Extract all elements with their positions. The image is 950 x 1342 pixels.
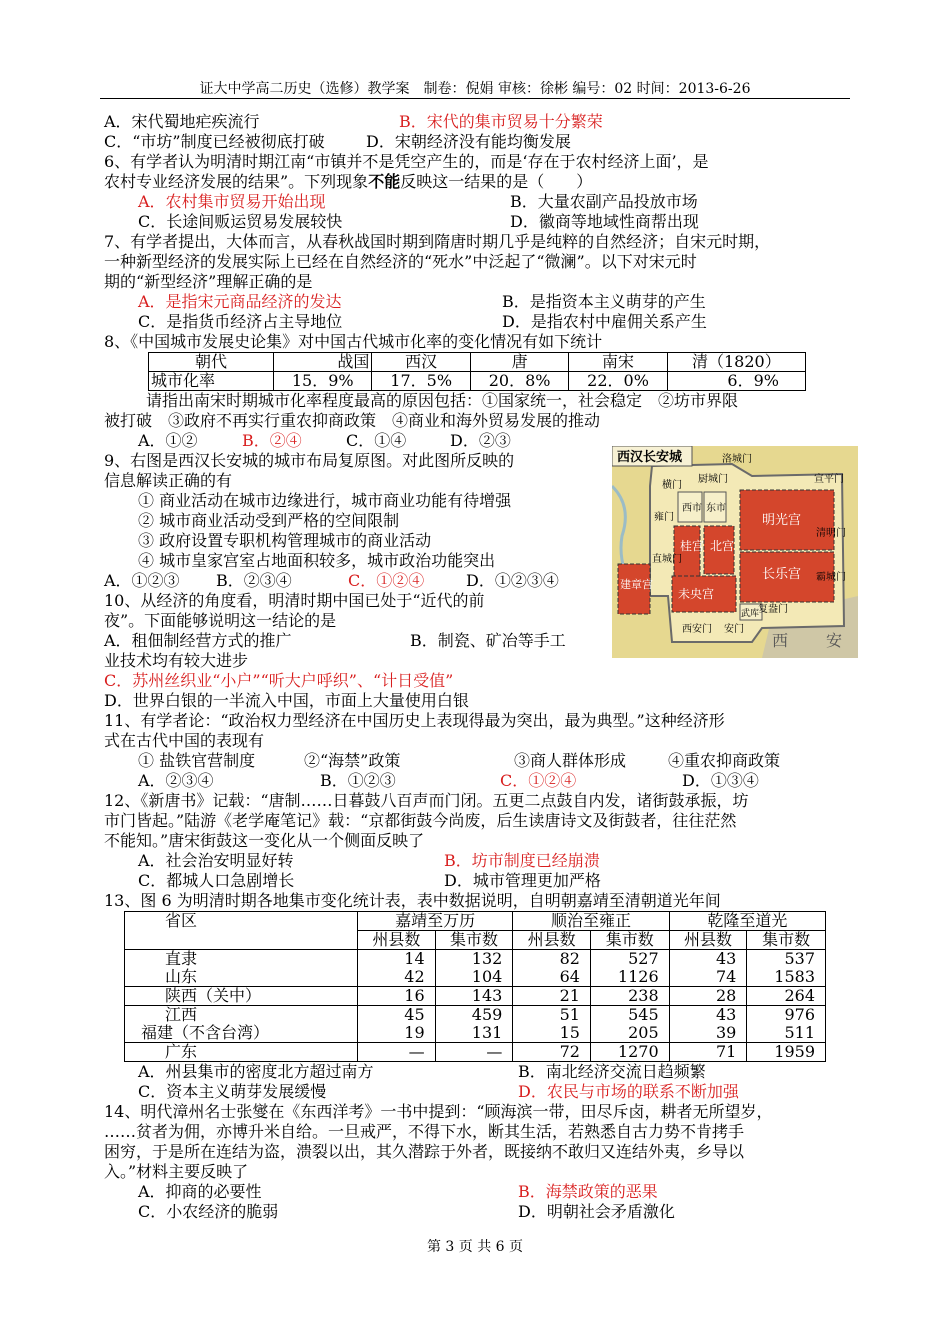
q6-stem-text: 农村专业经济发展的结果”。下列现象 — [104, 172, 369, 191]
changan-city-map — [612, 446, 858, 658]
q6-option-d: D．徽商等地域性商帮出现 — [510, 212, 699, 231]
q8-option-a: A．①② — [138, 431, 198, 450]
table-cell: 15．9% — [274, 372, 372, 391]
table-header-cell: 南宋 — [569, 353, 667, 372]
table-cell: 72 — [513, 1043, 591, 1062]
table-cell: 74 — [669, 968, 747, 987]
q9-option-d: D．①②③④ — [466, 571, 559, 590]
table-cell: 537 — [747, 950, 826, 969]
table-cell: 42 — [358, 968, 436, 987]
q14-stem-line4: 入。”材料主要反映了 — [104, 1162, 249, 1181]
label-heng-gate: 横门 — [662, 480, 682, 491]
label-xi: 西 — [772, 631, 789, 650]
label-east-market: 东市 — [706, 503, 726, 514]
label-yong-gate: 雍门 — [654, 512, 674, 523]
table-cell: 21 — [513, 987, 591, 1006]
table-cell: 6．9% — [667, 372, 805, 391]
q11-stem-line2: 式在古代中国的表现有 — [104, 731, 265, 750]
q8-stem-line2: 请指出南宋时期城市化率程度最高的原因包括：①国家统一，社会稳定 ②坊市界限 — [146, 391, 739, 410]
urbanization-value-row — [149, 372, 806, 391]
q14-stem-line1: 14、明代漳州名士张燮在《东西洋考》一书中提到：“顾海滨一带，田尽斥卤，耕者无所望岁， — [104, 1102, 773, 1121]
label-fuang-gate: 复盎门 — [758, 604, 788, 615]
table-cell: 陕西（关中） — [125, 987, 358, 1006]
q14-options-row2 — [104, 1202, 844, 1222]
table-header-cell: 唐 — [470, 353, 568, 372]
table-cell: 1126 — [590, 968, 669, 987]
table-row — [125, 968, 826, 987]
q9-stem-line2: 信息解读正确的有 — [104, 471, 233, 490]
table-cell: 14 — [358, 950, 436, 969]
q10-option-c: C．苏州丝织业“小户”“听大户呼织”、“计日受值” — [104, 671, 454, 690]
q10-option-b: B．制瓷、矿冶等手工 — [410, 631, 566, 650]
q9-statement-2: ② 城市商业活动受到严格的空间限制 — [138, 511, 400, 530]
table-cell: 1583 — [747, 968, 826, 987]
table-cell: 39 — [669, 1024, 747, 1043]
q12-stem-line1: 12、《新唐书》记载：“唐制……日暮鼓八百声而门闭。五更二点鼓自内发，诸街鼓承振，坊 — [104, 791, 749, 810]
table-header-cell: 战国 — [274, 353, 372, 372]
table-cell: 江西 — [125, 1006, 358, 1025]
label-xian-gate: 西安门 — [682, 624, 712, 635]
table-cell: — — [435, 1043, 513, 1062]
page-footer: 第 3 页 共 6 页 — [426, 1239, 524, 1255]
table-row — [125, 1043, 826, 1062]
q11-statement-3: ③商人群体形成 — [514, 751, 627, 770]
q11-option-c: C．①②④ — [500, 771, 577, 790]
q6-option-b: B．大量农副产品投放市场 — [510, 192, 698, 211]
q13-options-row2 — [104, 1082, 844, 1102]
table-cell: 山东 — [125, 968, 358, 987]
label-qingming-gate: 清明门 — [816, 528, 846, 539]
q9-statement-1: ① 商业活动在城市边缘进行，城市商业功能有待增强 — [138, 491, 512, 510]
table-header-cell: 乾隆至道光 — [669, 912, 825, 931]
page-content — [104, 112, 844, 1222]
table-cell: 15 — [513, 1024, 591, 1043]
label-west-market: 西市 — [682, 503, 702, 514]
label-bacheng-gate: 霸城门 — [816, 572, 846, 583]
q7-options-row1 — [104, 292, 844, 312]
q14-option-a: A．抑商的必要性 — [138, 1182, 262, 1201]
q14-stem-line3: 困穷，于是所在连结为盗，溃裂以出，其久潜踪于外者，既接纳不敢归又连结外夷，乡导以 — [104, 1142, 745, 1161]
table-header-cell: 集市数 — [747, 931, 826, 950]
q11-statement-2: ②“海禁”政策 — [304, 751, 401, 770]
q5-options-row2 — [104, 132, 844, 152]
label-north-palace: 北宫 — [710, 539, 735, 553]
table-cell: 459 — [435, 1006, 513, 1025]
table-header-cell: 集市数 — [590, 931, 669, 950]
table-cell: 直隶 — [125, 950, 358, 969]
q8-option-d: D．②③ — [450, 431, 511, 450]
q12-option-c: C．都城人口急剧增长 — [138, 871, 295, 890]
q8-option-b: B．②④ — [242, 431, 302, 450]
label-zhicheng-gate: 直城门 — [652, 554, 682, 565]
table-header-cell: 朝代 — [149, 353, 274, 372]
q10-option-b-cont: 业技术均有较大进步 — [104, 651, 249, 670]
q12-stem-line2: 市门皆起。”陆游《老学庵笔记》载：“京都街鼓今尚废，后生读唐诗文及街鼓者，往往茫然 — [104, 811, 737, 830]
q11-statement-1: ① 盐铁官营制度 — [138, 751, 256, 770]
table-row — [125, 1024, 826, 1043]
table-cell: 143 — [435, 987, 513, 1006]
table-cell: 71 — [669, 1043, 747, 1062]
label-chucheng-gate: 厨城门 — [698, 474, 728, 485]
table-header-cell: 集市数 — [435, 931, 513, 950]
q12-option-b: B．坊市制度已经崩溃 — [444, 851, 600, 870]
q6-options-row1 — [104, 192, 844, 212]
table-cell: 976 — [747, 1006, 826, 1025]
label-gui-palace: 桂宫 — [680, 539, 705, 553]
label-jianzhang-palace: 建章宫 — [620, 578, 653, 591]
q9-option-a: A．①②③ — [104, 571, 180, 590]
table-cell: 82 — [513, 950, 591, 969]
table-cell: 545 — [590, 1006, 669, 1025]
table-cell: 104 — [435, 968, 513, 987]
urbanization-header-row — [149, 353, 806, 372]
q7-option-b: B．是指资本主义萌芽的产生 — [502, 292, 706, 311]
header-divider — [100, 98, 850, 99]
q7-stem-line3: 期的“新型经济”理解正确的是 — [104, 272, 313, 291]
table-cell: 20．8% — [470, 372, 568, 391]
table-cell: 28 — [669, 987, 747, 1006]
q14-option-b: B．海禁政策的恶果 — [518, 1182, 658, 1201]
q12-option-a: A．社会治安明显好转 — [138, 851, 294, 870]
q9-statement-3: ③ 政府设置专职机构管理城市的商业活动 — [138, 531, 432, 550]
q5-option-a: A．宋代蜀地疟疾流行 — [104, 112, 260, 131]
table-cell: 福建（不含台湾） — [125, 1024, 358, 1043]
q11-option-b: B．①②③ — [320, 771, 396, 790]
q6-stem-line2 — [104, 172, 844, 192]
q14-option-d: D．明朝社会矛盾激化 — [518, 1202, 675, 1221]
table-row — [125, 950, 826, 969]
q13-option-b: B．南北经济交流日趋频繁 — [518, 1062, 706, 1081]
q10-option-d: D．世界白银的一半流入中国，市面上大量使用白银 — [104, 691, 469, 710]
q11-statement-4: ④重农抑商政策 — [668, 751, 781, 770]
q5-options-row1 — [104, 112, 844, 132]
table-header-cell: 嘉靖至万历 — [358, 912, 513, 931]
table-cell: 16 — [358, 987, 436, 1006]
q6-stem-tail: 反映这一结果的是（ ） — [400, 172, 593, 191]
q7-stem-line1: 7、有学者提出，大体而言，从春秋战国时期到隋唐时期几乎是纯粹的自然经济；自宋元时期， — [104, 232, 771, 251]
q14-option-c: C．小农经济的脆弱 — [138, 1202, 279, 1221]
q5-option-c: C．“市坊”制度已经被彻底打破 — [104, 132, 325, 151]
q7-option-c: C．是指货币经济占主导地位 — [138, 312, 343, 331]
table-header-cell: 顺治至雍正 — [513, 912, 669, 931]
q6-option-a: A．农村集市贸易开始出现 — [138, 192, 326, 211]
q5-option-d: D．宋朝经济没有能均衡发展 — [366, 132, 571, 151]
table-cell: 城市化率 — [149, 372, 274, 391]
table-cell: — — [358, 1043, 436, 1062]
label-arsenal: 武库 — [741, 609, 760, 619]
market-header-row — [125, 912, 826, 931]
q7-option-d: D．是指农村中雇佣关系产生 — [502, 312, 707, 331]
table-header-cell: 清（1820） — [667, 353, 805, 372]
q13-option-d: D．农民与市场的联系不断加强 — [518, 1082, 739, 1101]
label-an-gate: 安门 — [724, 624, 744, 635]
q6-option-c: C．长途间贩运贸易发展较快 — [138, 212, 343, 231]
table-cell: 1270 — [590, 1043, 669, 1062]
q8-option-c: C．①④ — [346, 431, 407, 450]
q11-option-a: A．②③④ — [138, 771, 214, 790]
q7-option-a: A．是指宋元商品经济的发达 — [138, 292, 342, 311]
table-cell: 264 — [747, 987, 826, 1006]
q6-emphasis: 不能 — [368, 172, 401, 191]
table-cell: 131 — [435, 1024, 513, 1043]
q7-stem-line2: 一种新型经济的发展实际上已经在自然经济的“死水”中泛起了“微澜”。以下对宋元时 — [104, 252, 697, 271]
q11-option-d: D．①③④ — [682, 771, 759, 790]
table-cell: 45 — [358, 1006, 436, 1025]
urbanization-table — [148, 352, 806, 391]
q13-option-a: A．州县集市的密度北方超过南方 — [138, 1062, 374, 1081]
market-table — [124, 911, 826, 1062]
q13-option-c: C．资本主义萌芽发展缓慢 — [138, 1082, 327, 1101]
q14-options-row1 — [104, 1182, 844, 1202]
label-luocheng-gate: 洛城门 — [722, 454, 752, 465]
q10-stem-line2: 夜”。下面能够说明这一结论的是 — [104, 611, 337, 630]
table-header-cell: 西汉 — [372, 353, 470, 372]
label-changle-palace: 长乐宫 — [762, 567, 802, 582]
table-cell: 17．5% — [372, 372, 470, 391]
q12-options-row2 — [104, 871, 844, 891]
q11-options — [104, 771, 844, 791]
q9-stem-line1: 9、右图是西汉长安城的城市布局复原图。对此图所反映的 — [104, 451, 515, 470]
q9-option-c: C．①②④ — [348, 571, 425, 590]
label-weiyang-palace: 未央宫 — [678, 587, 715, 601]
q8-stem-line3: 被打破 ③政府不再实行重农抑商政策 ④商业和海外贸易发展的推动 — [104, 411, 601, 430]
q14-stem-line2: ……贫者为佣，亦博升米自给。一旦戒严，不得下水，断其生活，若熟悉自古力势不肯拷手 — [104, 1122, 745, 1141]
table-cell: 238 — [590, 987, 669, 1006]
q6-options-row2 — [104, 212, 844, 232]
q9-option-b: B．②③④ — [216, 571, 292, 590]
table-header-cell: 州县数 — [669, 931, 747, 950]
q8-stem-line1: 8、《中国城市发展史论集》对中国古代城市化率的变化情况有如下统计 — [104, 332, 603, 351]
q10-option-a: A．租佃制经营方式的推广 — [104, 631, 292, 650]
map-title: 西汉长安城 — [617, 450, 683, 465]
q12-options-row1 — [104, 851, 844, 871]
table-cell: 205 — [590, 1024, 669, 1043]
q11-stem-line1: 11、有学者论：“政治权力型经济在中国历史上表现得最为突出，最为典型。”这种经济形 — [104, 711, 725, 730]
page-header: 证大中学高二历史（选修）教学案 制卷：倪娟 审核：徐彬 编号：02 时间：2013-6-26 — [199, 81, 751, 97]
table-header-cell: 省区 — [125, 912, 358, 950]
table-cell: 22．0% — [569, 372, 667, 391]
table-cell: 19 — [358, 1024, 436, 1043]
q5-option-b: B．宋代的集市贸易十分繁荣 — [399, 112, 603, 131]
q12-option-d: D．城市管理更加严格 — [444, 871, 601, 890]
q13-options-row1 — [104, 1062, 844, 1082]
label-mingguang-palace: 明光宫 — [762, 513, 802, 528]
q13-stem-line1: 13、图 6 为明清时期各地集市变化统计表，表中数据说明，自明朝嘉靖至清朝道光年间 — [104, 891, 721, 910]
table-cell: 广东 — [125, 1043, 358, 1062]
table-row — [125, 987, 826, 1006]
table-cell: 51 — [513, 1006, 591, 1025]
table-cell: 43 — [669, 1006, 747, 1025]
q10-stem-line1: 10、从经济的角度看，明清时期中国已处于“近代的前 — [104, 591, 485, 610]
table-cell: 132 — [435, 950, 513, 969]
q9-statement-4: ④ 城市皇家宫室占地面积较多，城市政治功能突出 — [138, 551, 496, 570]
q11-statements — [104, 751, 844, 771]
table-header-cell: 州县数 — [358, 931, 436, 950]
table-cell: 64 — [513, 968, 591, 987]
label-xuanping-gate: 宣平门 — [814, 474, 844, 485]
table-header-cell: 州县数 — [513, 931, 591, 950]
table-cell: 1959 — [747, 1043, 826, 1062]
table-cell: 527 — [590, 950, 669, 969]
q12-stem-line3: 不能知。”唐宋街鼓这一变化从一个侧面反映了 — [104, 831, 425, 850]
table-row — [125, 1006, 826, 1025]
label-an: 安 — [826, 631, 843, 650]
q6-stem-line1: 6、有学者认为明清时期江南“市镇并不是凭空产生的，而是‘存在于农村经济上面’，是 — [104, 152, 709, 171]
table-cell: 511 — [747, 1024, 826, 1043]
table-cell: 43 — [669, 950, 747, 969]
q7-options-row2 — [104, 312, 844, 332]
